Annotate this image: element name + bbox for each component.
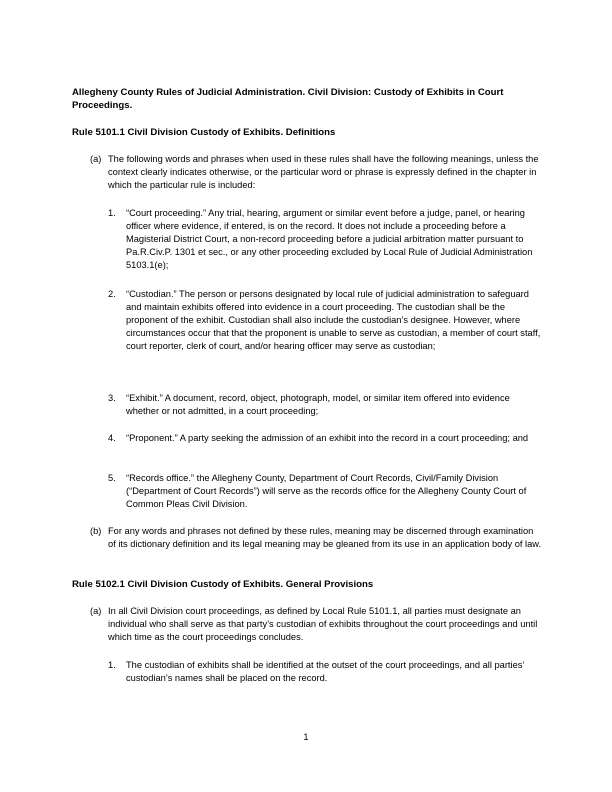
definition-3-marker: 3. [108, 393, 116, 403]
definition-proponent: “Proponent.” A party seeking the admission of an exhibit into the record in a court proceeding; and [126, 433, 529, 443]
document-title: Allegheny County Rules of Judicial Administration. Civil Division: Custody of Exhibits in Court Proceedings. [72, 87, 504, 112]
definition-4-marker: 4. [108, 433, 116, 443]
clause-b-marker: (b) [90, 526, 102, 536]
definition-5-marker: 5. [108, 473, 116, 483]
definition-records-office: “Records office.” the Allegheny County, Department of Court Records, Civil/Family Division (“Department of Court Records”) will serve as the records office for the Allegheny County Court of Common Pleas Civil Division. [126, 473, 527, 510]
definition-exhibit: “Exhibit.” A document, record, object, photograph, model, or similar item offered into evidence whether or not admitted, in a court proceeding; [126, 393, 510, 417]
rule-5101-heading: Rule 5101.1 Civil Division Custody of Exhibits. Definitions [72, 127, 336, 138]
definition-custodian: “Custodian.” The person or persons designated by local rule of judicial administration to safeguard and maintain exhibits offered into evidence in a court proceeding. The custodian shall be the proponent of the exhibit. Custodian shall also include the custodian’s designee. However, where circumstances occur that that the proponent is unable to serve as custodian, a member of court staff, court reporter, clerk of court, and/or hearing officer may serve as custodian; [126, 289, 541, 352]
clause-a-text: The following words and phrases when used in these rules shall have the following meanings, unless the context clearly indicates otherwise, or the particular word or phrase is expressly defined in the chapter in which the particular rule is included: [108, 154, 539, 191]
definition-2-marker: 2. [108, 289, 116, 299]
rule-5102-item-1-text: The custodian of exhibits shall be identified at the outset of the court proceedings, and all parties’ custodian’s names shall be placed on the record. [126, 660, 525, 684]
definition-court-proceeding: “Court proceeding.” Any trial, hearing, argument or similar event before a judge, panel, or hearing officer where evidence, if entered, is on the record. It does not include a proceeding before a Magisterial District Court, a non-record proceeding before a judicial arbitration matter pursuant to Pa.R.Civ.P. 1301 et sec., or any other proceeding excluded by Local Rule of Judicial Administration 5103.1(e); [126, 208, 533, 271]
definition-1-marker: 1. [108, 208, 116, 218]
rule-5102-heading: Rule 5102.1 Civil Division Custody of Exhibits. General Provisions [72, 579, 374, 590]
page-number: 1 [303, 732, 309, 742]
clause-b-text: For any words and phrases not defined by these rules, meaning may be discerned through examination of its dictionary definition and its legal meaning may be gleaned from its use in an application body of law. [108, 526, 542, 550]
rule-5102-clause-a-text: In all Civil Division court proceedings, as defined by Local Rule 5101.1, all parties must designate an individual who shall serve as that party’s custodian of exhibits throughout the court proceedings and until which time as the court proceedings concludes. [108, 606, 538, 643]
rule-5102-item-1-marker: 1. [108, 660, 116, 670]
clause-a-marker: (a) [90, 154, 102, 164]
rule-5102-clause-a-marker: (a) [90, 606, 102, 616]
